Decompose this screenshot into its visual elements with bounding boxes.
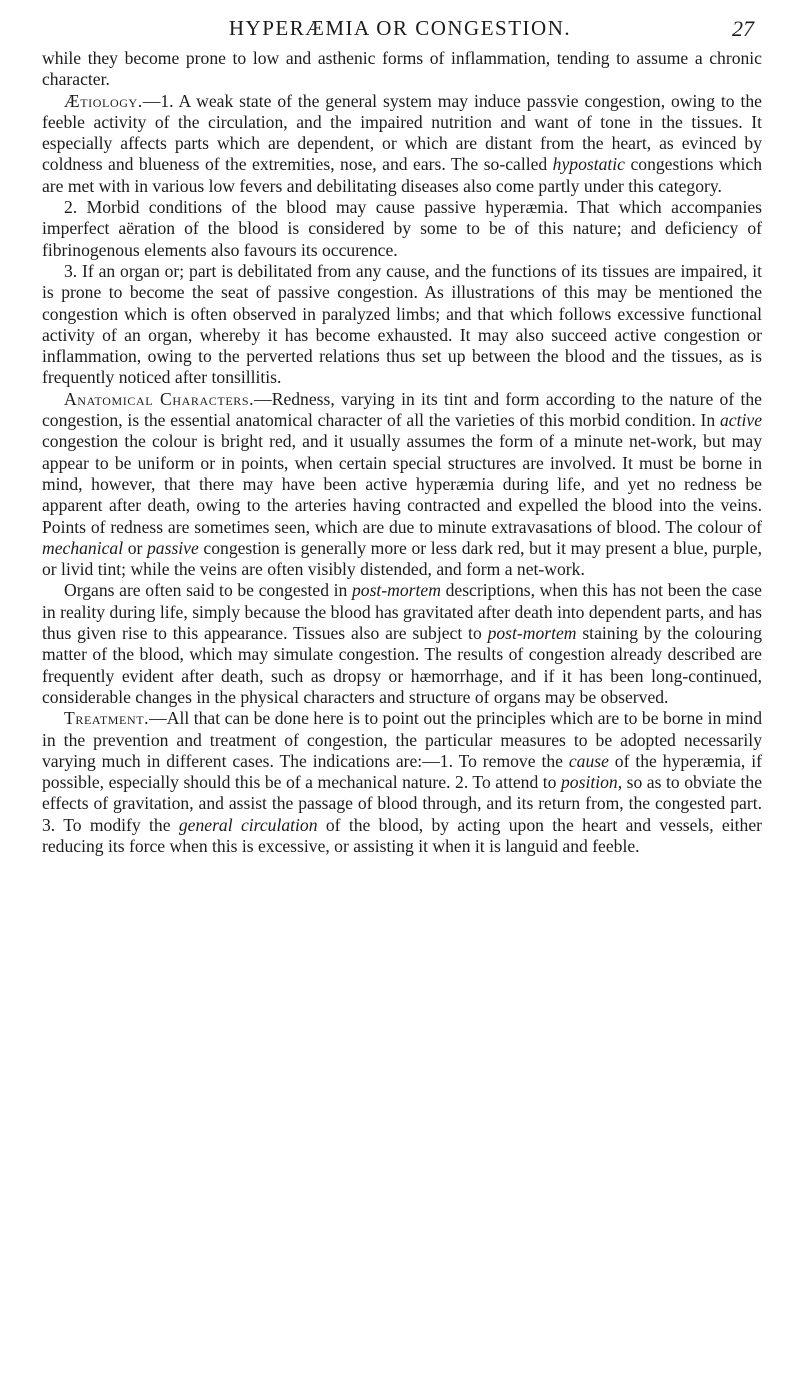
aetiology-p1-emphasis: hypostatic xyxy=(552,154,625,175)
intro-paragraph xyxy=(42,48,762,91)
anatomical-text-c: or xyxy=(123,537,147,558)
treatment-text-a: —All that can be done here is to point out the principles which are to be borne in mind in the prevention and treatment of congestion, the particular measures to be adopted necessarily varying much in different cases. The indications are:—1. To remove the xyxy=(42,708,762,771)
anatomical-p2-text-c: staining by the colouring matter of the blood, which may simulate congestion. The results of congestion already described are frequently evident after death, such as dropsy or hæmorrhage, and if it has been long-continued, considerable changes in the physical characters and structure of organs may be observed. xyxy=(42,623,762,707)
treatment-emphasis-circulation: general circulation xyxy=(178,814,318,835)
anatomical-text-a: —Redness, varying in its tint and form according to the nature of the congestion, is the essential anatomical character of all the varieties of this morbid condition. In xyxy=(42,388,762,431)
treatment-text-d: of the blood, by acting upon the heart and vessels, either reducing its force when this is excessive, or assisting it when it is languid and feeble. xyxy=(42,814,762,856)
aetiology-p1-text-a: —1. A weak state of the general system may induce passvie congestion, owing to the feeble activity of the circulation, and the impaired nutrition and want of tone in the tissues. It especially affects parts which are dependent, or which are distant from the heart, as evinced by coldness and blueness of the extremities, nose, and ears. The so-called xyxy=(42,90,762,175)
anatomical-heading: Anatomical Characters. xyxy=(64,388,255,409)
anatomical-paragraph-2 xyxy=(42,580,762,708)
running-header xyxy=(40,16,760,48)
treatment-text-b: of the hyperæmia, if possible, especially should this be of a mechanical nature. 2. To attend to xyxy=(42,750,762,793)
running-title: HYPERÆMIA OR CONGESTION. xyxy=(228,16,572,40)
anatomical-emphasis-mechanical: mechanical xyxy=(42,537,124,558)
anatomical-text-d: congestion is generally more or less dark red, but it may present a blue, purple, or livid tint; while the veins are often visibly distended, and form a net-work. xyxy=(42,537,762,580)
page-number: 27 xyxy=(732,16,754,41)
anatomical-p2-text-a: Organs are often said to be congested in xyxy=(64,580,352,601)
aetiology-paragraph-3: 3. If an organ or; part is debilitated from any cause, and the functions of its tissues are impaired, it is prone to become the seat of passive congestion. As illustrations of this may be mentioned the congestion which is often observed in paralyzed limbs; and that which follows excessive functional activity of an organ, whereby it has become exhausted. It may also succeed active congestion or inflammation, owing to the perverted relations thus set up between the blood and the tissues, as is frequently noticed after tonsillitis. xyxy=(42,260,762,388)
anatomical-text-b: congestion the colour is bright red, and it usually assumes the form of a minute net-work, but may appear to be uniform or in points, when certain special structures are involved. It must be borne in mind, however, that there may have been active hyperæmia during life, and yet no redness be apparent after death, owing to the arteries having contracted and expelled the blood into the veins. Points of redness are sometimes seen, which are due to minute extravasations of blood. The colour of xyxy=(42,431,762,537)
anatomical-p2-emphasis-1: post-mortem xyxy=(351,580,441,601)
aetiology-paragraph-1 xyxy=(42,91,762,197)
intro-text: while they become prone to low and asthenic forms of inflammation, tending to assume a chronic character. xyxy=(42,48,762,90)
body-text xyxy=(42,48,762,857)
aetiology-paragraph-2: 2. Morbid conditions of the blood may cause passive hyperæmia. That which accompanies imperfect aëration of the blood is considered by some to be of this nature; and deficiency of fibrinogenous elements also favours its occurence. xyxy=(42,197,762,260)
treatment-emphasis-position: position xyxy=(561,772,618,793)
anatomical-emphasis-passive: passive xyxy=(147,537,199,558)
aetiology-p1-text-b: congestions which are met with in various low fevers and debilitating diseases also come partly under this category. xyxy=(42,154,762,196)
anatomical-p2-text-b: descriptions, when this has not been the case in reality during life, simply because the blood has gravitated after death into dependent parts, and has thus given rise to this appearance. Tissues also are subject to xyxy=(42,580,762,644)
treatment-paragraph xyxy=(42,708,762,857)
treatment-heading: Treatment. xyxy=(64,708,150,729)
treatment-text-c: , so as to obviate the effects of gravitation, and assist the passage of blood through, and its return from, the congested part. 3. To modify the xyxy=(42,772,762,835)
anatomical-p2-emphasis-2: post-mortem xyxy=(487,623,577,644)
anatomical-emphasis-active: active xyxy=(720,410,762,431)
aetiology-heading: Ætiology. xyxy=(64,90,143,111)
treatment-emphasis-cause: cause xyxy=(568,750,609,771)
anatomical-paragraph-1 xyxy=(42,389,762,581)
